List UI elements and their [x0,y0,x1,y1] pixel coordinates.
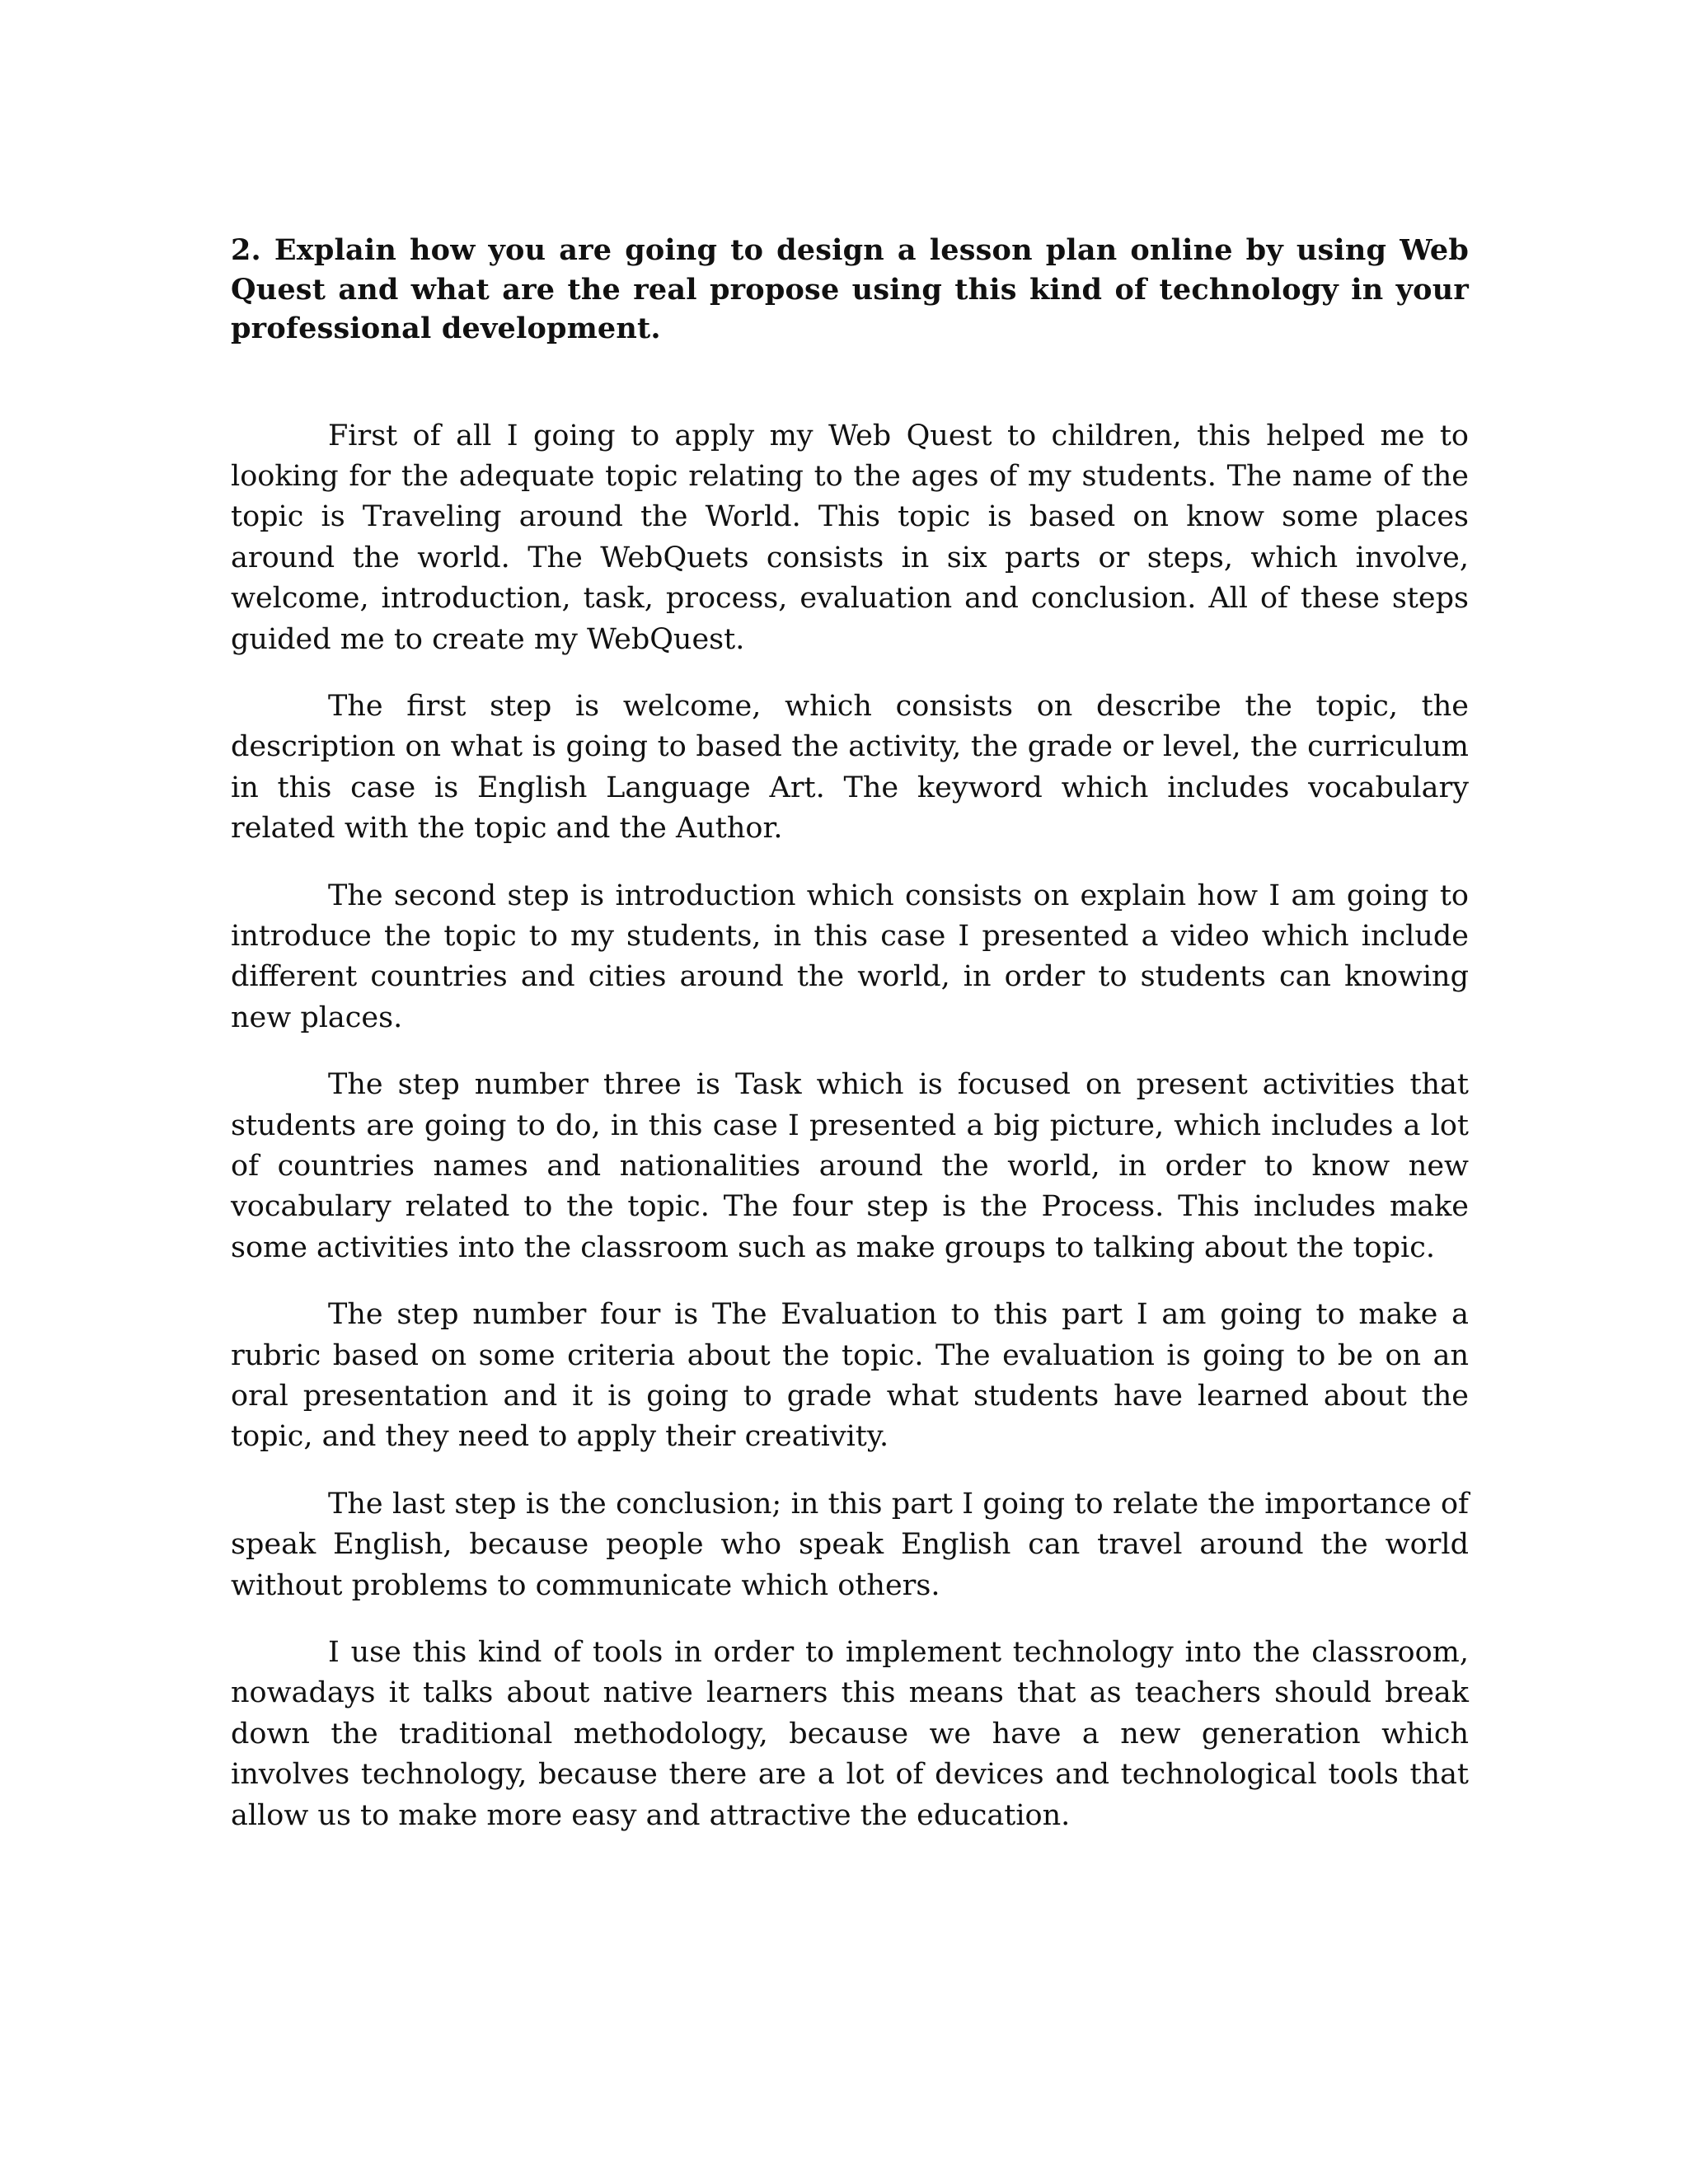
paragraph-conclusion-step: The last step is the conclusion; in this part I going to relate the importance of speak English, because people who speak English can travel around the world without problems to communicate which others. [231,1487,1469,1602]
paragraph-intro: First of all I going to apply my Web Quest to children, this helped me to looking for the adequate topic relating to the ages of my students. The name of the topic is Traveling around the World. This topic is based on know some places around the world. The WebQuets consists in six parts or steps, which involve, welcome, introduction, task, process, evaluation and conclusion. All of these steps guided me to create my WebQuest. [231,419,1469,656]
paragraph-welcome-step: The first step is welcome, which consists on describe the topic, the description on what is going to based the activity, the grade or level, the curriculum in this case is English Language Art. The keyword which includes vocabulary related with the topic and the Author. [231,689,1469,846]
question-heading: 2. Explain how you are going to design a lesson plan online by using Web Quest and what are the real propose using this kind of technology in your professional development. [231,233,1469,345]
paragraph-evaluation-step: The step number four is The Evaluation to this part I am going to make a rubric based on some criteria about the topic. The evaluation is going to be on an oral presentation and it is going to grade what students have learned about the topic, and they need to apply their creativity. [231,1298,1469,1454]
paragraph-introduction-step: The second step is introduction which consists on explain how I am going to introduce the topic to my students, in this case I presented a video which include different countries and cities around the world, in order to students can knowing new places. [231,879,1469,1034]
paragraph-task-step: The step number three is Task which is focused on present activities that students are going to do, in this case I presented a big picture, which includes a lot of countries names and nationalities around the world, in order to know new vocabulary related to the topic. The four step is the Process. This includes make some activities into the classroom such as make groups to talking about the topic. [231,1068,1469,1264]
document-body [231,231,1469,1863]
paragraph-technology-purpose: I use this kind of tools in order to implement technology into the classroom, nowadays it talks about native learners this means that as teachers should break down the traditional methodology, because we have a new generation which involves technology, because there are a lot of devices and technological tools that allow us to make more easy and attractive the education. [231,1636,1469,1832]
